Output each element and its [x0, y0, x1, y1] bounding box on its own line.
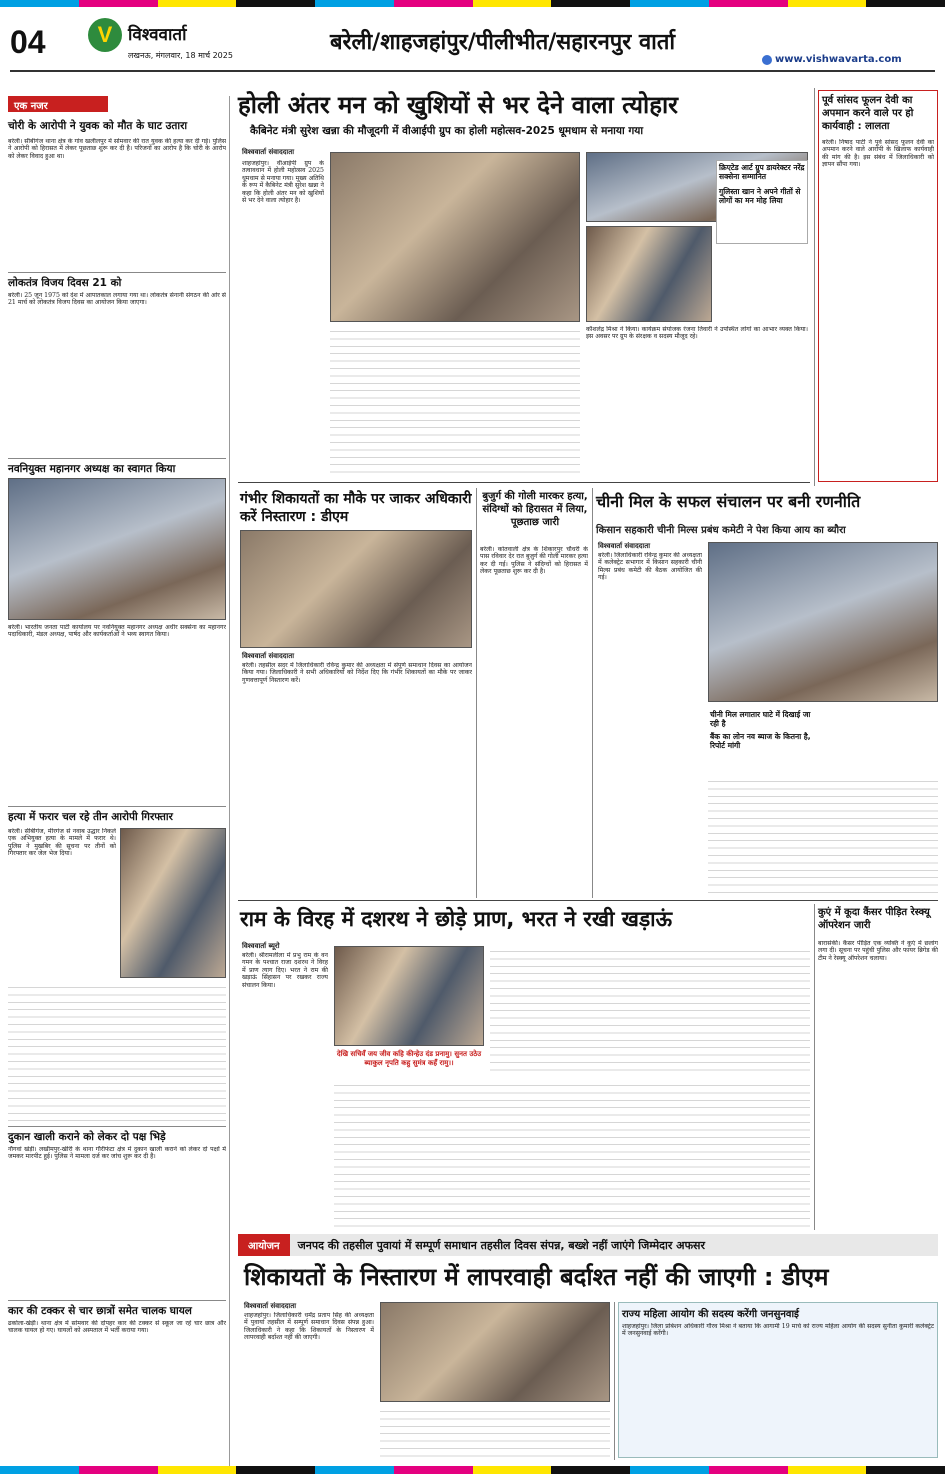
sugar-body: बरेली। जिलाधिकारी रविन्द्र कुमार की अध्यक्षता में कलेक्ट्रेट सभागार में किसान सहकारी चीनी मिल्स प्रबंध कमेटी की बैठक आयोजित की गई।: [598, 552, 702, 582]
story-body: ढकोला-खेड़ी। थाना क्षेत्र में सोमवार की दोपहर कार की टक्कर से स्कूल जा रहे चार छात्र और चालक घायल हो गए। घायलों को अस्पताल में भर्ती कराया गया।: [8, 1320, 226, 1335]
sugar-body-cont: [708, 776, 938, 894]
byline: विश्ववार्ता ब्यूरो: [242, 942, 280, 950]
ram-headline: राम के विरह में दशरथ ने छोड़े प्राण, भरत ने रखी खड़ाऊं: [240, 907, 673, 931]
lalta-headline: पूर्व सांसद फूलन देवी का अपमान करने वाले पर हो कार्यवाही : लालता: [822, 95, 914, 132]
highlight-bullet: गुलिस्ता खान ने अपने गीतों से लोगों का मन मोह लिया: [719, 187, 801, 205]
ram-body-cont: [334, 1080, 810, 1230]
bottom-body-cont: [380, 1406, 610, 1458]
globe-icon: [762, 55, 772, 65]
news-photo: [8, 478, 226, 620]
story-body: बरेली। 25 जून 1975 को देश में आपातकाल लगाया गया था। लोकतंत्र सेनानी संगठन की ओर से 21 मार्च को लोकतंत्र विजय दिवस का आयोजन किया जाएगा।: [8, 292, 226, 307]
story-body: बरेली। सीबीगंज, मीरगंज से नवाब उद्धार निकले एक अभियुक्त हत्या के मामले में फरार थे। पुलिस ने मुखबिर की सूचना पर तीनों को गिरफ्तार कर जेल भेज दिया।: [8, 828, 116, 858]
sugar-meeting-photo: [708, 542, 938, 702]
well-headline: कुएं में कूदा कैंसर पीड़ित रेस्क्यू ऑपरेशन जारी: [818, 907, 930, 931]
brand-name: विश्ववार्ता: [128, 25, 187, 45]
photo-caption: बरेली। भारतीय जनता पार्टी कार्यालय पर नवनियुक्त महानगर अध्यक्ष अधीर सक्सेना का महानगर पदाधिकारी, मंडल अध्यक्ष, पार्षद और कार्यकर्ताओं ने भव्य स्वागत किया।: [8, 624, 226, 639]
bottom-headline: शिकायतों के निस्तारण में लापरवाही बर्दाश्त नहीं की जाएगी : डीएम: [244, 1263, 829, 1291]
website-link[interactable]: [762, 54, 902, 65]
story-body-cont: [8, 982, 226, 1122]
lead-photo-right: [586, 226, 712, 322]
lalta-body: बरेली। निषाद पार्टी ने पूर्व सांसद फूलन देवी का अपमान करने वाले आरोपी के खिलाफ कार्यवाही की मांग की है। इस संबंध में जिलाधिकारी को ज्ञापन सौंपा गया।: [822, 139, 934, 169]
lead-subheadline: कैबिनेट मंत्री सुरेश खन्ना की मौजूदगी में वीआईपी ग्रुप का होली महोत्सव-2025 धूमधाम से मनाया गया: [250, 125, 644, 137]
dateline: लखनऊ, मंगलवार, 18 मार्च 2025: [128, 51, 233, 60]
byline: विश्ववार्ता संवाददाता: [242, 148, 295, 156]
ram-quote: देखि सचिवँ जय जीव कहि कीन्हेउ दंड प्रनामु। सुनत उठेउ ब्याकुल नृपति कहु सुमंत्र कहँ रामु।।: [336, 1050, 482, 1067]
registration-color-bar: [0, 1466, 945, 1474]
highlight-bullet: बैंक का लोन नव ब्याज के कितना है, रिपोर्ट मांगी: [710, 732, 811, 750]
dm-photo: [240, 530, 472, 648]
story-body: नौगवां खेड़ी। लखीमपुर-खीरी के थाना गौरीफंटा क्षेत्र में दुकान खाली कराने को लेकर दो पक्षों में जमकर मारपीट हुई। पुलिस ने मामला दर्ज कर जांच शुरू कर दी है।: [8, 1146, 226, 1161]
story-headline: लोकतंत्र विजय दिवस 21 को: [8, 277, 122, 289]
lead-photo: [330, 152, 580, 322]
story-headline: कार की टक्कर से चार छात्रों समेत चालक घायल: [8, 1305, 192, 1317]
well-body: बारासंकी। कैंसर पीड़ित एक व्यक्ति ने कुएं में छलांग लगा दी। सूचना पर पहुंची पुलिस और फायर ब्रिगेड की टीम ने रेस्क्यू ऑपरेशन चलाया।: [818, 940, 938, 962]
ram-photo: [334, 946, 484, 1046]
dm-body: बरेली। तहसील सदर में जिलाधिकारी रविन्द्र कुमार की अध्यक्षता में संपूर्ण समाधान दिवस का आयोजन किया गया। जिलाधिकारी ने सभी अधिकारियों को निर्देश दिए कि गंभीर शिकायतों का मौके पर जाकर गुणवत्तापूर्ण निस्तारण करें।: [242, 662, 472, 684]
byline: विश्ववार्ता संवाददाता: [244, 1302, 297, 1310]
women-body: शाहजहांपुर। जिला प्रोबेशन अधिकारी गौरव मिश्रा ने बताया कि आगामी 19 मार्च को राज्य महिला आयोग की सदस्य सुनीता कुमारी कलेक्ट्रेट में जनसुनवाई करेंगी।: [622, 1323, 934, 1338]
bottom-body: शाहजहांपुर। जिलाधिकारी धर्मेंद्र प्रताप सिंह की अध्यक्षता में पुवायां तहसील में सम्पूर्ण समाधान दिवस संपन्न हुआ। जिलाधिकारी ने कहा कि शिकायतों के निस्तारण में लापरवाही बर्दाश्त नहीं की जाएगी।: [244, 1312, 374, 1342]
bottom-photo: [380, 1302, 610, 1402]
left-column: [8, 96, 230, 1466]
highlight-box: [716, 160, 808, 244]
women-headline: राज्य महिला आयोग की सदस्य करेंगी जनसुनवाई: [622, 1309, 799, 1320]
brand-logo-icon: V: [88, 18, 122, 52]
byline: विश्ववार्ता संवाददाता: [242, 652, 295, 660]
story-headline: चोरी के आरोपी ने युवक को मौत के घाट उतारा: [8, 120, 188, 132]
highlight-bullet: क्रिएटेड आर्ट ग्रुप डायरेक्टर नरेंद्र सक्सेना सम्मानित: [719, 163, 805, 181]
lead-body-right: कौशलेंद्र मिश्रा ने किया। कार्यक्रम संयोजक रंजना तिवारी ने उपस्थित लोगों का आभार व्यक्त किया। इस अवसर पर ग्रुप के संरक्षक व सदस्य मौजूद रहे।: [586, 326, 808, 341]
section-title: बरेली/शाहजहांपुर/पीलीभीत/सहारनपुर वार्ता: [330, 30, 676, 55]
story-headline: नवनियुक्त महानगर अध्यक्ष का स्वागत किया: [8, 463, 176, 475]
story-headline: हत्या में फरार चल रहे तीन आरोपी गिरफ्तार: [8, 811, 173, 823]
women-box: [618, 1302, 938, 1458]
lead-body-columns: [330, 326, 580, 478]
byline: विश्ववार्ता संवाददाता: [598, 542, 651, 550]
story-body: बरेली। सीबीगंज थाना क्षेत्र के गांव खलीलपुर में सोमवार की रात युवक की हत्या कर दी गई। पुलिस ने आरोपी को हिरासत में लेकर पूछताछ शुरू कर दी है। परिजनों का आरोप है कि चोरी के आरोप को लेकर विवाद हुआ था।: [8, 138, 226, 160]
story-headline: दुकान खाली कराने को लेकर दो पक्ष भिड़े: [8, 1131, 166, 1143]
news-photo: [120, 828, 226, 978]
section-tag: एक नजर: [8, 96, 108, 112]
website-url: www.vishwavarta.com: [775, 54, 902, 65]
highlight-bullet: चीनी मिल लगातार घाटे में दिखाई जा रही है: [710, 710, 811, 728]
sugar-subheadline: किसान सहकारी चीनी मिल्स प्रबंध कमेटी ने पेश किया आय का ब्यौरा: [596, 525, 846, 536]
bottom-strap-text: जनपद की तहसील पुवायां में सम्पूर्ण समाधान तहसील दिवस संपन्न, बख्शे नहीं जाएंगे जिम्मेदार अफसर: [297, 1238, 705, 1252]
sugar-headline: चीनी मिल के सफल संचालन पर बनी रणनीति: [596, 492, 861, 511]
registration-color-bar: [0, 0, 945, 7]
dm-headline: गंभीर शिकायतों का मौके पर जाकर अधिकारी करें निस्तारण : डीएम: [240, 491, 472, 525]
ram-body: बरेली। श्रीरामलीला में प्रभु राम के वन गमन के पश्चात राजा दशरथ ने विरह में प्राण त्याग दिए। भरत ने राम की खड़ाऊं सिंहासन पर रखकर राज्य संचालन किया।: [242, 952, 328, 989]
murder-body: बरेली। कोतवाली क्षेत्र के शिकारपुर चौधरी के पास रविवार देर रात बुजुर्ग की गोली मारकर हत्या कर दी गई। पुलिस ने संदिग्धों को हिरासत में लेकर पूछताछ शुरू कर दी है।: [480, 546, 588, 576]
ram-body-right: [490, 946, 810, 1076]
sugar-highlight-box: [708, 708, 818, 772]
lead-headline: होली अंतर मन को खुशियों से भर देने वाला त्योहार: [238, 91, 678, 119]
page-number: 04: [10, 24, 46, 60]
lalta-box: [818, 90, 938, 482]
masthead: [10, 14, 935, 72]
bottom-strap: [238, 1234, 938, 1256]
murder-headline: बुजुर्ग की गोली मारकर हत्या, संदिग्धों को हिरासत में लिया, पूछताछ जारी: [482, 491, 588, 528]
bottom-kicker: आयोजन: [238, 1234, 290, 1256]
lead-body: शाहजहांपुर। वीआईपी ग्रुप के तत्वावधान में होली महोत्सव 2025 धूमधाम से मनाया गया। मुख्य अतिथि के रूप में कैबिनेट मंत्री सुरेश खन्ना ने कहा कि होली अंतर मन को खुशियों से भर देने वाला त्योहार है।: [242, 160, 324, 205]
